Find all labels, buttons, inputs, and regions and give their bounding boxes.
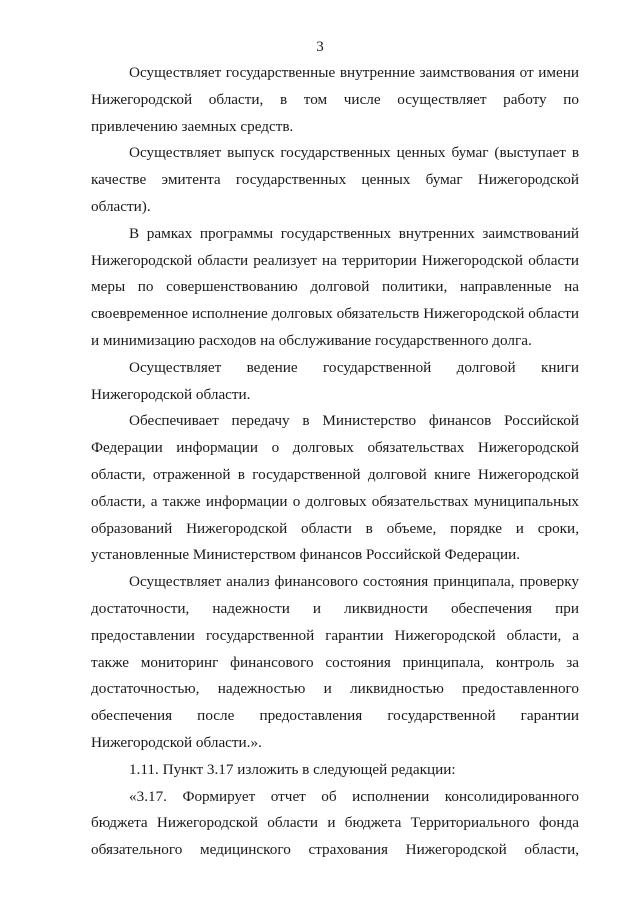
paragraph-principal-analysis: Осуществляет анализ финансового состояния принципала, проверку достаточности, надежности и ликвидности обеспечения при предоставлении государственной гарантии Нижегородской области, а также мониторинг финансового состояния принципала, контроль за достаточностью, надежностью и ликвидностью предоставленного обеспечения после предоставления государственной гарантии Нижегородской области.». (91, 573, 579, 751)
paragraph-borrowings: Осуществляет государственные внутренние заимствования от имени Нижегородской области, в том числе осуществляет работу по привлечению заемных средств. (91, 64, 579, 135)
paragraph-clause-3-17: «3.17. Формирует отчет об исполнении консолидированного бюджета Нижегородской области и бюджета Территориального фонда обязательного медицинского страхования Нижегородской области, (91, 787, 579, 859)
paragraph-debt-book: Осуществляет ведение государственной долговой книги Нижегородской области. (91, 358, 579, 403)
paragraph-securities-issue: Осуществляет выпуск государственных ценных бумаг (выступает в качестве эмитента государственных ценных бумаг Нижегородской области). (91, 144, 579, 215)
paragraph-information-transfer: Обеспечивает передачу в Министерство финансов Российской Федерации информации о долговых обязательствах Нижегородской области, отраженной в государственной долговой книге Нижегородской области, а также информации о долговых обязательствах муниципальных образований Нижегородской области в объеме, порядке и сроки, установленные Министерством финансов Российской Федерации. (91, 412, 579, 564)
page-number: 3 (316, 39, 324, 55)
paragraph-clause-amendment: 1.11. Пункт 3.17 изложить в следующей редакции: (129, 760, 456, 778)
paragraph-debt-policy: В рамках программы государственных внутренних заимствований Нижегородской области реализует на территории Нижегородской области меры по совершенствованию долговой политики, направленные на своевременное исполнение долговых обязательств Нижегородской области и минимизацию расходов на обслуживание государственного долга. (91, 224, 579, 349)
document-body (91, 60, 579, 864)
